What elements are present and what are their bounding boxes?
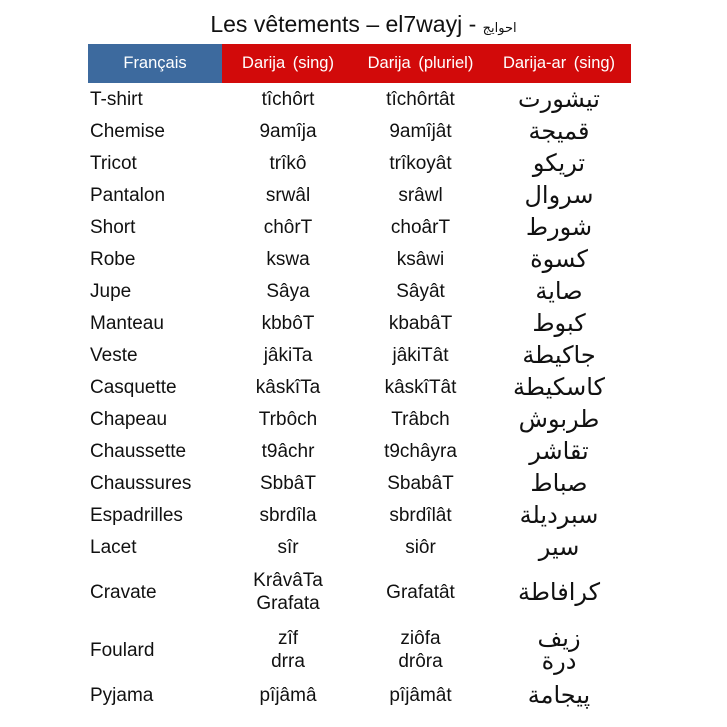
cell-francais xyxy=(88,371,222,403)
cell-darija-sing-text: zîf xyxy=(277,628,299,649)
cell-darija-ar-text: تيشورت xyxy=(518,84,600,113)
cell-francais xyxy=(88,243,222,275)
cell-darija-ar xyxy=(487,467,631,499)
cell-darija-pluriel xyxy=(354,339,487,371)
table-row xyxy=(88,339,631,371)
table-row xyxy=(88,179,631,211)
cell-darija-sing-text: trîkô xyxy=(269,152,307,174)
cell-darija-pluriel-text: trîkoyât xyxy=(389,152,452,174)
cell-darija-pluriel xyxy=(354,467,487,499)
cell-darija-sing xyxy=(222,115,354,147)
table-row xyxy=(88,403,631,435)
cell-darija-ar-text: كرافاطة xyxy=(517,577,601,606)
cell-darija-pluriel xyxy=(354,403,487,435)
table-row xyxy=(88,307,631,339)
cell-darija-ar xyxy=(487,371,631,403)
cell-darija-ar xyxy=(487,339,631,371)
cell-darija-sing-text: tîchôrt xyxy=(261,88,315,110)
cell-francais xyxy=(88,467,222,499)
cell-darija-ar xyxy=(487,435,631,467)
cell-darija-ar xyxy=(487,179,631,211)
cell-darija-pluriel xyxy=(354,115,487,147)
cell-darija-sing-text: kâskîTa xyxy=(255,376,321,398)
cell-darija-pluriel xyxy=(354,621,487,679)
cell-darija-sing-text: sîr xyxy=(277,536,299,558)
cell-darija-ar-text: كسوة xyxy=(530,244,588,273)
cell-darija-ar xyxy=(487,275,631,307)
table-row xyxy=(88,243,631,275)
cell-darija-pluriel-text: jâkiTât xyxy=(392,344,449,366)
cell-darija-pluriel-text: kbabâT xyxy=(388,312,453,334)
cell-darija-pluriel-text: srâwl xyxy=(398,184,443,206)
cell-darija-pluriel-text: Trâbch xyxy=(391,408,450,430)
cell-darija-sing-text: kbbôT xyxy=(261,312,315,334)
cell-francais xyxy=(88,531,222,563)
cell-darija-sing xyxy=(222,435,354,467)
table-row xyxy=(88,115,631,147)
cell-francais xyxy=(88,403,222,435)
cell-francais-text: Chaussette xyxy=(90,440,187,462)
cell-francais-text: Jupe xyxy=(90,280,132,302)
cell-darija-sing-text: 9amîja xyxy=(259,120,317,142)
table-row xyxy=(88,531,631,563)
cell-darija-ar-text: زيف xyxy=(537,624,581,652)
cell-darija-ar xyxy=(487,243,631,275)
cell-darija-ar-text: تقاشر xyxy=(529,436,589,465)
cell-darija-sing-text: srwâl xyxy=(265,184,311,206)
cell-darija-sing xyxy=(222,243,354,275)
table-row xyxy=(88,275,631,307)
cell-francais-text: Manteau xyxy=(90,312,164,334)
cell-francais xyxy=(88,275,222,307)
cell-darija-sing xyxy=(222,621,354,679)
cell-darija-sing xyxy=(222,339,354,371)
cell-darija-sing-text: drra xyxy=(271,651,305,672)
cell-darija-ar xyxy=(487,403,631,435)
cell-francais xyxy=(88,115,222,147)
header-darija-ar-sing: Darija-ar (sing) xyxy=(487,44,631,83)
cell-darija-ar-text: شورط xyxy=(525,212,593,241)
cell-darija-sing xyxy=(222,371,354,403)
cell-darija-sing xyxy=(222,679,354,711)
table-row xyxy=(88,147,631,179)
cell-darija-pluriel xyxy=(354,179,487,211)
cell-darija-pluriel xyxy=(354,531,487,563)
cell-darija-sing-text: kswa xyxy=(266,248,310,270)
header-darija-pluriel: Darija (pluriel) xyxy=(354,44,487,83)
cell-darija-pluriel-text: t9châyra xyxy=(384,440,457,462)
cell-francais-text: T-shirt xyxy=(90,88,143,110)
cell-darija-ar-text: كبوط xyxy=(532,308,586,337)
cell-darija-ar-text: پيجامة xyxy=(527,680,591,709)
cell-darija-ar xyxy=(487,563,631,621)
cell-darija-ar-text: تريكو xyxy=(532,148,586,177)
cell-darija-ar-text: كاسكيطة xyxy=(513,372,605,401)
cell-francais-text: Lacet xyxy=(90,536,137,558)
cell-darija-ar xyxy=(487,83,631,115)
cell-darija-sing-text: pîjâmâ xyxy=(259,684,317,706)
table-row xyxy=(88,621,631,679)
table-row xyxy=(88,435,631,467)
cell-darija-pluriel-text: ziôfa xyxy=(400,628,441,649)
cell-darija-ar-text: جاكيطة xyxy=(522,340,596,369)
cell-darija-pluriel xyxy=(354,275,487,307)
cell-francais-text: Foulard xyxy=(90,639,155,661)
cell-darija-sing xyxy=(222,307,354,339)
cell-darija-ar xyxy=(487,115,631,147)
cell-darija-ar xyxy=(487,621,631,679)
cell-darija-pluriel-text: sbrdîlât xyxy=(389,504,452,526)
cell-darija-ar-text: درة xyxy=(541,647,577,675)
cell-darija-sing-text: KrâvâTa xyxy=(253,570,323,591)
cell-darija-sing-text: t9âchr xyxy=(261,440,315,462)
cell-darija-pluriel xyxy=(354,83,487,115)
cell-darija-sing-text: Grafata xyxy=(256,593,320,614)
cell-francais xyxy=(88,307,222,339)
cell-darija-sing xyxy=(222,563,354,621)
cell-darija-sing-text: Sâya xyxy=(266,280,310,302)
table-row xyxy=(88,211,631,243)
cell-darija-sing xyxy=(222,467,354,499)
table-row xyxy=(88,499,631,531)
cell-darija-sing xyxy=(222,531,354,563)
cell-darija-pluriel xyxy=(354,679,487,711)
header-row xyxy=(88,44,631,83)
cell-darija-pluriel-text: Grafatât xyxy=(386,581,455,603)
cell-darija-ar xyxy=(487,679,631,711)
cell-darija-ar-text: صاية xyxy=(535,276,583,305)
table-row xyxy=(88,467,631,499)
cell-francais-text: Short xyxy=(90,216,136,238)
cell-francais-text: Chemise xyxy=(90,120,165,142)
cell-francais-text: Chapeau xyxy=(90,408,168,430)
cell-francais xyxy=(88,621,222,679)
cell-darija-ar xyxy=(487,307,631,339)
cell-francais-text: Pyjama xyxy=(90,684,154,706)
title-arabic: احوايج xyxy=(482,21,517,36)
cell-darija-pluriel-text: Sâyât xyxy=(396,280,445,302)
cell-darija-pluriel-text: tîchôrtât xyxy=(386,88,455,110)
cell-darija-sing-text: SbbâT xyxy=(260,472,316,494)
cell-darija-pluriel-text: SbabâT xyxy=(387,472,454,494)
cell-darija-ar-text: طربوش xyxy=(518,404,600,433)
cell-francais xyxy=(88,147,222,179)
cell-darija-ar-text: سبرديلة xyxy=(519,500,599,529)
table-row xyxy=(88,371,631,403)
cell-darija-pluriel-text: 9amîjât xyxy=(389,120,452,142)
cell-francais xyxy=(88,679,222,711)
cell-francais-text: Chaussures xyxy=(90,472,192,494)
cell-darija-pluriel-text: siôr xyxy=(405,536,436,558)
cell-darija-pluriel-text: kâskîTât xyxy=(384,376,457,398)
cell-francais xyxy=(88,499,222,531)
cell-francais xyxy=(88,435,222,467)
cell-darija-pluriel xyxy=(354,147,487,179)
cell-darija-sing-text: jâkiTa xyxy=(263,344,313,366)
cell-francais-text: Robe xyxy=(90,248,136,270)
cell-darija-pluriel xyxy=(354,371,487,403)
cell-darija-pluriel-text: choârT xyxy=(390,216,451,238)
cell-darija-ar xyxy=(487,147,631,179)
cell-darija-pluriel-text: pîjâmât xyxy=(389,684,452,706)
cell-darija-pluriel xyxy=(354,307,487,339)
cell-francais xyxy=(88,339,222,371)
cell-francais-text: Casquette xyxy=(90,376,177,398)
cell-darija-sing xyxy=(222,147,354,179)
cell-darija-ar-text: قميجة xyxy=(528,116,590,145)
cell-francais-text: Tricot xyxy=(90,152,137,174)
cell-darija-ar-text: سروال xyxy=(524,180,594,209)
cell-darija-pluriel xyxy=(354,563,487,621)
cell-darija-ar xyxy=(487,499,631,531)
cell-darija-sing xyxy=(222,499,354,531)
table-row xyxy=(88,563,631,621)
cell-darija-pluriel-text: ksâwi xyxy=(396,248,445,270)
header-darija-sing: Darija (sing) xyxy=(222,44,354,83)
cell-francais-text: Espadrilles xyxy=(90,504,183,526)
table-row xyxy=(88,83,631,115)
cell-francais xyxy=(88,179,222,211)
cell-darija-sing xyxy=(222,275,354,307)
cell-darija-ar xyxy=(487,531,631,563)
cell-darija-pluriel xyxy=(354,243,487,275)
cell-darija-sing xyxy=(222,83,354,115)
cell-darija-ar-text: صباط xyxy=(530,468,588,497)
cell-darija-sing xyxy=(222,179,354,211)
cell-darija-ar-text: سير xyxy=(538,532,580,561)
cell-francais-text: Cravate xyxy=(90,581,157,603)
cell-francais-text: Veste xyxy=(90,344,138,366)
cell-francais xyxy=(88,563,222,621)
cell-darija-pluriel xyxy=(354,211,487,243)
cell-francais-text: Pantalon xyxy=(90,184,166,206)
cell-darija-pluriel xyxy=(354,435,487,467)
page-title xyxy=(0,10,727,43)
cell-darija-pluriel xyxy=(354,499,487,531)
cell-francais xyxy=(88,83,222,115)
cell-darija-sing-text: Trbôch xyxy=(258,408,318,430)
header-francais: Français xyxy=(88,44,222,83)
vocabulary-table xyxy=(88,44,631,711)
title-text: Les vêtements – el7wayj - xyxy=(210,11,483,37)
cell-francais xyxy=(88,211,222,243)
cell-darija-ar xyxy=(487,211,631,243)
cell-darija-pluriel-text: drôra xyxy=(398,651,443,672)
cell-darija-sing xyxy=(222,211,354,243)
cell-darija-sing xyxy=(222,403,354,435)
cell-darija-sing-text: chôrT xyxy=(263,216,313,238)
cell-darija-sing-text: sbrdîla xyxy=(259,504,317,526)
table-row xyxy=(88,679,631,711)
